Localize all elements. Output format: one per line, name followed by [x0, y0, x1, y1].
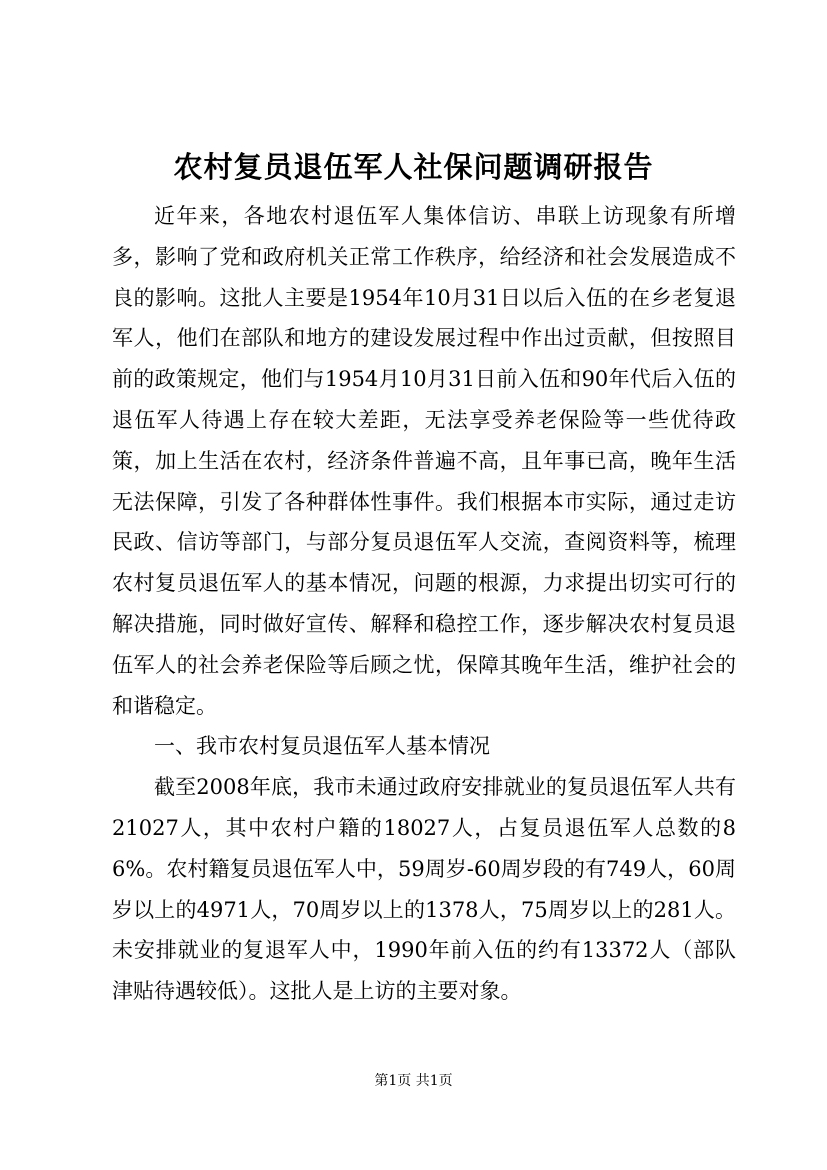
- page-number-footer: 第1页 共1页: [374, 1073, 453, 1089]
- section-paragraph: 截至2008年底，我市未通过政府安排就业的复员退伍军人共有21027人，其中农村户籍的18027人，占复员退伍军人总数的86%。农村籍复员退伍军人中，59周岁-60周岁段的有749人，60周岁以上的4971人，70周岁以上的1378人，75周岁以上的281人。未安排就业的复退军人中，1990年前入伍的约有13372人（部队津贴待遇较低）。这批人是上访的主要对象。: [112, 775, 736, 1004]
- intro-paragraph: 近年来，各地农村退伍军人集体信访、串联上访现象有所增多，影响了党和政府机关正常工作秩序，给经济和社会发展造成不良的影响。这批人主要是1954年10月31日以后入伍的在乡老复退军人，他们在部队和地方的建设发展过程中作出过贡献，但按照目前的政策规定，他们与1954月10月31日前入伍和90年代后入伍的退伍军人待遇上存在较大差距，无法享受养老保险等一些优待政策，加上生活在农村，经济条件普遍不高，且年事已高，晚年生活无法保障，引发了各种群体性事件。我们根据本市实际，通过走访民政、信访等部门，与部分复员退伍军人交流，查阅资料等，梳理农村复员退伍军人的基本情况，问题的根源，力求提出切实可行的解决措施，同时做好宣传、解释和稳控工作，逐步解决农村复员退伍军人的社会养老保险等后顾之忧，保障其晚年生活，维护社会的和谐稳定。: [112, 204, 736, 718]
- document-title: 农村复员退伍军人社保问题调研报告: [173, 150, 654, 184]
- section-heading: 一、我市农村复员退伍军人基本情况: [154, 734, 490, 759]
- document-body: [112, 196, 736, 1012]
